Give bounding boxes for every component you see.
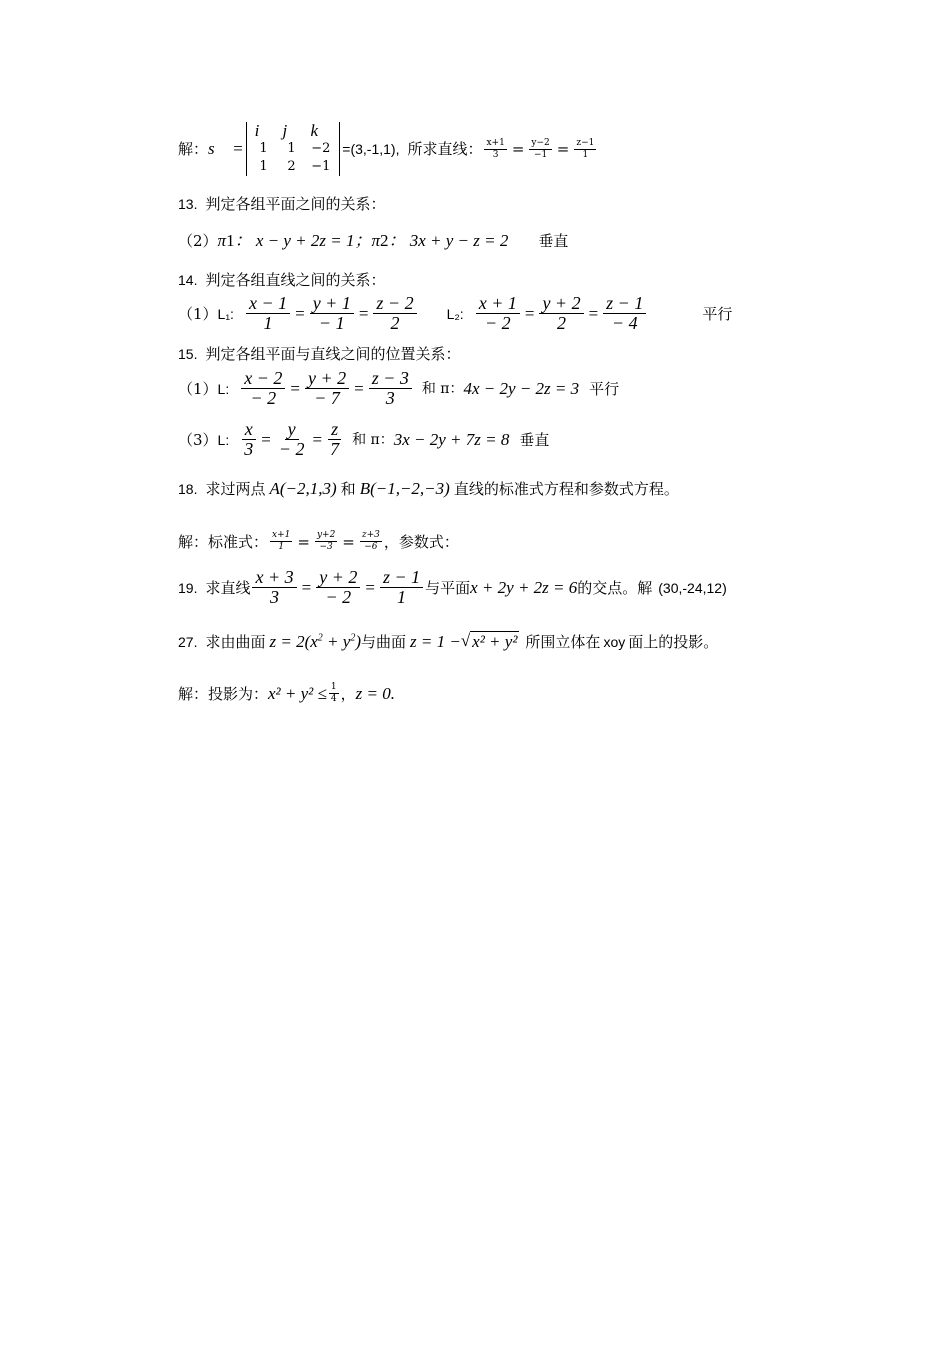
point-B: B(−1,−2,−3) xyxy=(359,479,450,498)
fraction: $\frac{y+2}{-3}$ xyxy=(316,530,336,552)
question-text: 所围立体在 xyxy=(525,632,601,651)
line-L-label: L: xyxy=(217,431,230,448)
answer-point: (30,-24,12) xyxy=(658,579,727,596)
question-15-item-1: （1） L: $\frac{x - 2}{- 2}$ = $\frac{y + 2}{- 7}$ = $\frac{z - 3}{3}$ 和 π： 4x − 2y − 2z = 3 平行 xyxy=(178,368,620,408)
xoy-label: xoy xyxy=(603,633,626,650)
question-text: 与平面 xyxy=(425,578,471,597)
plane-equation: 4x − 2y − 2z = 3 xyxy=(463,378,580,398)
fraction: $\frac{x+1}{3}$ xyxy=(486,137,505,160)
fraction: $\frac{y-2}{-1}$ xyxy=(531,137,550,160)
solution-lead: 解：投影为： xyxy=(178,684,269,703)
plane-pi1: π xyxy=(217,231,227,250)
solution-lead: 解： xyxy=(178,140,209,158)
vector-result: =(3,-1,1), xyxy=(342,141,400,157)
fraction: $\frac{x - 1}{1}$ xyxy=(246,294,290,333)
question-number: 19. xyxy=(178,579,198,596)
question-14-item-1: （1） L₁: $\frac{x - 1}{1}$ = $\frac{y + 1}{- 1}$ = $\frac{z - 2}{2}$ L₂: $\frac{x + 1}{- 2}$ = $\frac{y + 2}{2}$ = $\frac{z - 1}{- 4}$ 平行 xyxy=(178,293,733,333)
question-13-item-2: （2） π 1 ： x − y + 2z = 1； π 2 ： 3x + y − z = 2 垂直 xyxy=(178,231,569,250)
surface-1: $z = 2(x^2 + y^2)$ xyxy=(269,631,361,651)
line-L2-label: L₂: xyxy=(446,305,464,322)
question-19: 19. 求直线 $\frac{x + 3}{3}$ = $\frac{y + 2}{- 2}$ = $\frac{z - 1}{1}$ 与平面 x + 2y + 2z = 6 的交点。解 (30,-24,12) xyxy=(178,567,727,607)
fraction: $\frac{x - 2}{- 2}$ xyxy=(241,369,285,408)
and-pi-label: 和 π： xyxy=(352,431,394,448)
question-number: 27. xyxy=(178,633,198,650)
fraction: $\frac{x + 3}{3}$ xyxy=(252,568,296,607)
item-lead: （2） xyxy=(178,232,218,250)
fraction: $\frac{x + 1}{- 2}$ xyxy=(476,294,520,333)
line-L-label: L: xyxy=(217,380,230,397)
det-cell: 1 xyxy=(259,141,268,156)
question-text: 和 xyxy=(340,480,356,498)
fraction: $\frac{z-1}{1}$ xyxy=(576,137,595,160)
det-cell: k⃗ xyxy=(310,121,332,140)
question-text: 与曲面 xyxy=(360,632,406,651)
question-text: 判定各组平面之间的关系： xyxy=(205,195,386,213)
fraction: $\frac{1}{4}$ xyxy=(330,682,337,704)
question-text: 判定各组直线之间的关系： xyxy=(205,271,386,289)
plane-pi1-equation: ： x − y + 2z = 1； xyxy=(234,231,372,250)
surface-2: z = 1 − xyxy=(410,631,461,651)
det-cell: 2 xyxy=(287,159,296,174)
fraction: $\frac{y + 2}{- 2}$ xyxy=(316,568,360,607)
question-18 xyxy=(178,479,679,499)
plane-equation: 3x − 2y + 7z = 8 xyxy=(393,429,510,449)
question-number: 15. xyxy=(178,346,198,362)
question-15 xyxy=(178,344,460,364)
determinant xyxy=(246,122,341,176)
relation-result: 垂直 xyxy=(538,232,569,250)
fraction: $\frac{y + 1}{- 1}$ xyxy=(310,294,354,333)
question-text: 求过两点 xyxy=(205,480,266,498)
question-14 xyxy=(178,270,385,290)
det-cell: 1 xyxy=(287,141,296,156)
det-cell: j⃗ xyxy=(282,121,301,140)
fraction: $\frac{z - 3}{3}$ xyxy=(369,369,412,408)
projection-z: z = 0. xyxy=(355,683,395,703)
relation-result: 平行 xyxy=(589,379,620,398)
question-27 xyxy=(178,631,718,652)
and-pi-label: 和 π： xyxy=(421,380,464,397)
fraction: $\frac{y}{- 2}$ xyxy=(278,419,305,459)
plane-pi2: π xyxy=(371,231,380,250)
item-lead: （1） xyxy=(178,304,218,323)
fraction: $\frac{z - 1}{- 4}$ xyxy=(603,294,646,333)
line-label: 所求直线： xyxy=(407,140,483,158)
det-cell: −1 xyxy=(311,159,331,174)
question-text: 面上的投影。 xyxy=(628,632,719,651)
plane-equation: x + 2y + 2z = 6 xyxy=(470,577,578,597)
relation-result: 平行 xyxy=(702,304,733,323)
fraction: $\frac{z+3}{-6}$ xyxy=(361,530,380,552)
fraction: $\frac{z}{7}$ xyxy=(327,420,342,459)
solution-12-line: 解： s⃗ = i⃗ j⃗ k⃗ 1 1 −2 1 2 −1 =(3,-1,1), 所求直线： $\frac{x+1}{3}$ = $\frac{y-2}{-1}$ = $\frac{z-1}{1}$ xyxy=(178,121,595,174)
question-text: 直线的标准式方程和参数式方程。 xyxy=(453,480,679,498)
solution-27 xyxy=(178,682,395,705)
det-cell: 1 xyxy=(259,159,268,174)
question-15-item-3: （3） L: $\frac{x}{3}$ = $\frac{y}{- 2}$ = $\frac{z}{7}$ 和 π： 3x − 2y + 7z = 8 垂直 xyxy=(178,419,550,459)
question-text: 的交点。解 xyxy=(577,578,653,597)
question-number: 18. xyxy=(178,481,198,497)
vector-s: s⃗ = xyxy=(208,139,244,158)
point-A: A(−2,1,3) xyxy=(269,479,337,498)
relation-result: 垂直 xyxy=(519,430,550,449)
fraction: $\frac{x}{3}$ xyxy=(241,420,256,459)
fraction: $\frac{y + 2}{2}$ xyxy=(539,294,583,333)
fraction: $\frac{x+1}{1}$ xyxy=(272,530,291,552)
fraction: $\frac{y + 2}{- 7}$ xyxy=(305,369,349,408)
question-text: 求由曲面 xyxy=(205,632,266,651)
projection-expression: x² + y² ≤ xyxy=(268,683,327,703)
item-lead: （3） xyxy=(178,430,218,449)
square-root: √ x² + y² xyxy=(460,631,518,651)
line-L1-label: L₁: xyxy=(217,305,234,322)
question-text: 判定各组平面与直线之间的位置关系： xyxy=(205,345,461,363)
fraction: $\frac{z - 2}{2}$ xyxy=(373,294,416,333)
fraction: $\frac{z - 1}{1}$ xyxy=(380,568,423,607)
solution-tail: ，参数式： xyxy=(383,532,459,551)
det-cell: i⃗ xyxy=(254,121,273,140)
question-text: 求直线 xyxy=(205,578,251,597)
det-cell: −2 xyxy=(311,141,331,156)
solution-18: 解：标准式： $\frac{x+1}{1}$ = $\frac{y+2}{-3}$ = $\frac{z+3}{-6}$ ，参数式： xyxy=(178,530,459,552)
question-number: 14. xyxy=(178,272,198,288)
plane-pi2-equation: ： 3x + y − z = 2 xyxy=(388,231,509,250)
solution-tail: ， xyxy=(340,684,356,703)
solution-lead: 解：标准式： xyxy=(178,532,269,551)
item-lead: （1） xyxy=(178,379,218,398)
question-number: 13. xyxy=(178,196,198,212)
question-13 xyxy=(178,194,385,214)
